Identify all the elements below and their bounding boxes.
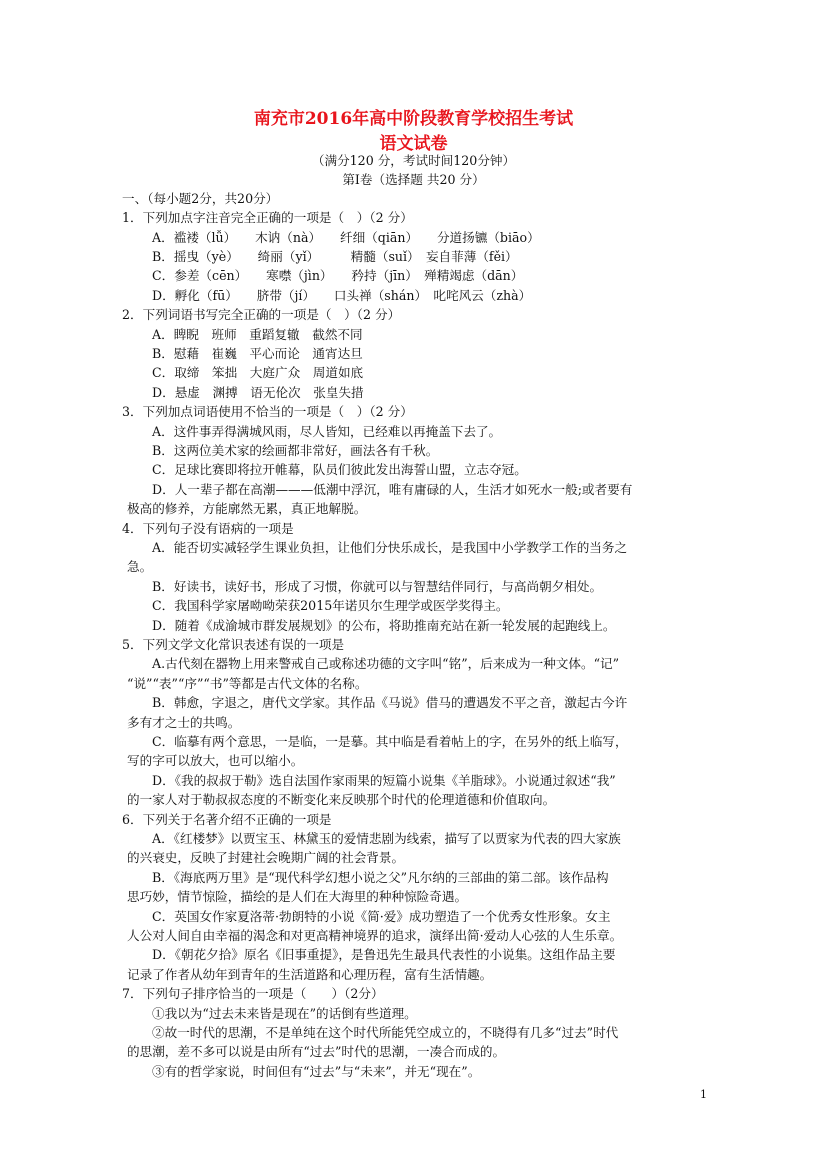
text-line: 1．下列加点字注音完全正确的一项是（ ）（2 分） xyxy=(122,210,413,225)
text-line: 多有才之士的共鸣。 xyxy=(127,715,241,730)
text-line: D．悬虚 渊搏 语无伦次 张皇失措 xyxy=(152,385,364,400)
text-line: D．《朝花夕拾》原名《旧事重提》，是鲁迅先生最具代表性的小说集。这组作品主要 xyxy=(152,947,616,962)
text-line: D．随着《成渝城市群发展规划》的公布，将助推南充站在新一轮发展的起跑线上。 xyxy=(152,618,616,633)
text-line: 急。 xyxy=(127,559,153,574)
text-line: 的兴衰史，反映了封建社会晚期广阔的社会背景。 xyxy=(127,850,405,865)
text-line: C．英国女作家夏洛蒂·勃朗特的小说《简·爱》成功塑造了一个优秀女性形象。女主 xyxy=(152,909,611,924)
text-line: A．睥睨 班师 重蹈复辙 截然不同 xyxy=(152,327,363,342)
text-line: 3．下列加点词语使用不恰当的一项是（ ）（2 分） xyxy=(122,404,413,419)
text-line: B．慰藉 崔巍 平心而论 通宵达旦 xyxy=(152,346,363,361)
text-line: 4．下列句子没有语病的一项是 xyxy=(122,521,294,536)
text-line: 5．下列文学文化常识表述有误的一项是 xyxy=(122,637,345,652)
text-line: 一、（每小题2分，共20分） xyxy=(122,191,279,206)
text-line: D．孵化（fū） 脐带（jí） 口头禅（shán） 叱咤风云（zhà） xyxy=(152,288,532,303)
text-line: 写的字可以放大，也可以缩小。 xyxy=(127,753,304,768)
text-line: 7．下列句子排序恰当的一项是（ ）（2分） xyxy=(122,986,384,1001)
text-line: C．取缔 笨拙 大庭广众 周道如底 xyxy=(152,365,364,380)
text-line: 思巧妙，情节惊险，描绘的是人们在大海里的种种惊险奇遇。 xyxy=(127,889,468,904)
text-line: C．参差（cēn） 寒噤（jìn） 矜持（jīn） 殚精竭虑（dān） xyxy=(152,268,524,283)
page-subtitle: 语文试卷 xyxy=(379,134,448,154)
text-line: B．《海底两万里》是“现代科学幻想小说之父”凡尔纳的三部曲的第二部。该作品构 xyxy=(152,870,609,885)
text-line: “说”“表”“序”“书”等都是古代文体的名称。 xyxy=(127,676,368,691)
text-line: C．我国科学家屠呦呦荣获2015年诺贝尔生理学或医学奖得主。 xyxy=(152,598,509,613)
text-line: B．摇曳（yè） 绮丽（yǐ） 精髓（suǐ） 妄自菲薄（fěi） xyxy=(152,249,518,264)
text-line: B．这两位美术家的绘画都非常好，画法各有千秋。 xyxy=(152,443,439,458)
text-line: 的一家人对于勒叔叔态度的不断变化来反映那个时代的伦理道德和价值取向。 xyxy=(127,792,556,807)
text-line: B．好读书，读好书，形成了习惯，你就可以与智慧结伴同行，与高尚朝夕相处。 xyxy=(152,579,603,594)
text-line: C．足球比赛即将拉开帷幕，队员们彼此发出海誓山盟，立志夺冠。 xyxy=(152,462,527,477)
text-line: 6．下列关于名著介绍不正确的一项是 xyxy=(122,812,332,827)
text-line: 极高的修养，方能廓然无累，真正地解脱。 xyxy=(127,501,367,516)
text-line: 2．下列词语书写完全正确的一项是（ ）（2 分） xyxy=(122,307,401,322)
text-line: A．《红楼梦》以贾宝玉、林黛玉的爱情悲剧为线索，描写了以贾家为代表的四大家族 xyxy=(152,831,621,846)
text-line: A．褴褛（lǚ） 木讷（nà） 纤细（qiān） 分道扬镳（biāo） xyxy=(152,230,540,245)
text-line: A.古代刻在器物上用来警戒自己或称述功德的文字叫“铭”，后来成为一种文体。“记” xyxy=(152,656,620,671)
text-line: 人公对人间自由幸福的渴念和对更高精神境界的追求，演绎出简·爱动人心弦的人生乐章。 xyxy=(127,928,623,943)
part-heading: 第Ⅰ卷（选择题 共20 分） xyxy=(342,172,485,187)
page-title: 南充市2016年高中阶段教育学校招生考试 xyxy=(253,109,574,129)
text-line: A．这件事弄得满城风雨，尽人皆知，已经难以再掩盖下去了。 xyxy=(152,424,502,439)
text-line: ①我以为“过去未来皆是现在”的话倒有些道理。 xyxy=(152,1006,417,1021)
text-line: 的思潮，差不多可以说是由所有“过去”时代的思潮，一凑合而成的。 xyxy=(127,1044,506,1059)
text-line: 记录了作者从幼年到青年的生活道路和心理历程，富有生活情趣。 xyxy=(127,967,493,982)
text-line: ②故一时代的思潮，不是单纯在这个时代所能凭空成立的，不晓得有几多“过去”时代 xyxy=(152,1025,619,1040)
text-line: A．能否切实减轻学生课业负担，让他们分快乐成长，是我国中小学教学工作的当务之 xyxy=(152,540,628,555)
text-line: C．临摹有两个意思，一是临，一是摹。其中临是看着帖上的字，在另外的纸上临写， xyxy=(152,734,628,749)
text-line: D．《我的叔叔于勒》选自法国作家雨果的短篇小说集《羊脂球》。小说通过叙述“我” xyxy=(152,773,616,788)
exam-info: （满分120 分，考试时间120分钟） xyxy=(311,153,516,168)
text-line: D．人一辈子都在高潮———低潮中浮沉，唯有庸碌的人，生活才如死水一般;或者要有 xyxy=(152,482,633,497)
text-line: B．韩愈，字退之，唐代文学家。其作品《马说》借马的遭遇发不平之音，激起古今许 xyxy=(152,695,628,710)
page-number: 1 xyxy=(700,1088,707,1101)
text-line: ③有的哲学家说，时间但有“过去”与“未来”，并无“现在”。 xyxy=(152,1064,481,1079)
